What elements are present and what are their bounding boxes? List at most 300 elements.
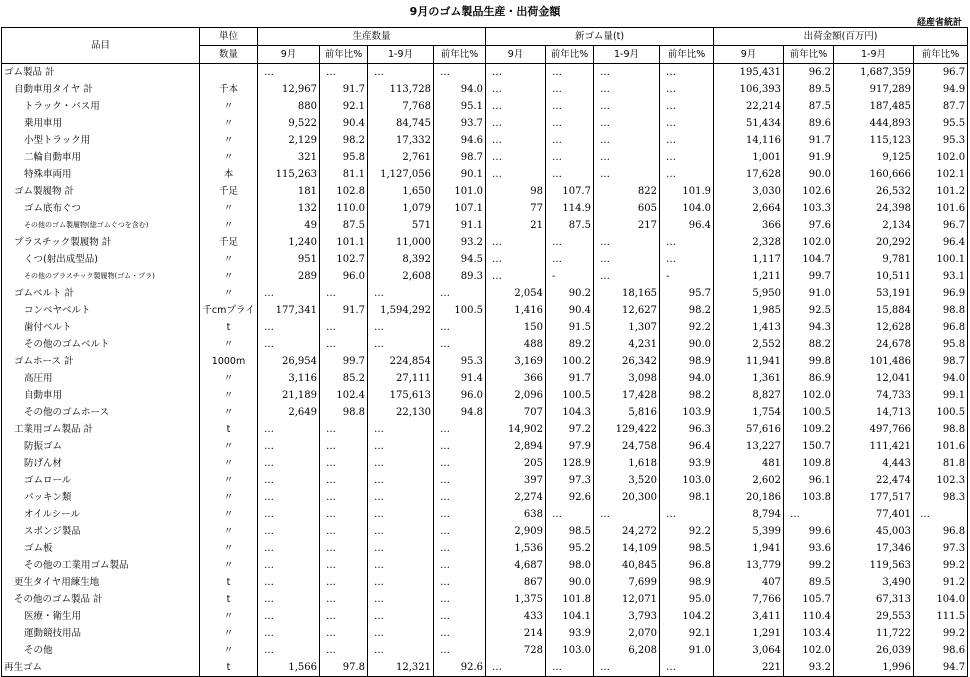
- value-cell: 94.5: [434, 251, 486, 268]
- value-cell: …: [368, 319, 434, 336]
- value-cell: …: [434, 421, 486, 438]
- value-cell: …: [594, 234, 660, 251]
- value-cell: …: [434, 336, 486, 353]
- table-row: [2, 149, 968, 166]
- value-cell: 3,411: [714, 608, 784, 625]
- value-cell: …: [434, 472, 486, 489]
- value-cell: 98.2: [660, 302, 714, 319]
- value-cell: -: [660, 268, 714, 285]
- item-name: 小型トラック用: [2, 132, 200, 149]
- item-name: 乗用車用: [2, 115, 200, 132]
- value-cell: …: [660, 506, 714, 523]
- value-cell: 81.1: [320, 166, 368, 183]
- value-cell: 3,520: [594, 472, 660, 489]
- unit-cell: 〃: [200, 625, 258, 642]
- value-cell: 605: [594, 200, 660, 217]
- header-rubber: 新ゴム量(t): [486, 28, 714, 46]
- value-cell: 407: [714, 574, 784, 591]
- value-cell: 93.9: [660, 455, 714, 472]
- value-cell: …: [660, 81, 714, 98]
- value-cell: 104.2: [660, 608, 714, 625]
- value-cell: …: [660, 234, 714, 251]
- item-name: オイルシール: [2, 506, 200, 523]
- value-cell: 96.4: [660, 217, 714, 234]
- value-cell: 2,552: [714, 336, 784, 353]
- value-cell: 12,041: [834, 370, 914, 387]
- value-cell: 96.0: [434, 387, 486, 404]
- value-cell: 14,902: [486, 421, 546, 438]
- value-cell: 13,779: [714, 557, 784, 574]
- value-cell: 4,687: [486, 557, 546, 574]
- value-cell: …: [368, 591, 434, 608]
- value-cell: 366: [714, 217, 784, 234]
- value-cell: …: [320, 472, 368, 489]
- unit-cell: 〃: [200, 285, 258, 302]
- subheader-cell: 前年比%: [546, 46, 594, 64]
- value-cell: 110.0: [320, 200, 368, 217]
- value-cell: 114.9: [546, 200, 594, 217]
- value-cell: 3,098: [594, 370, 660, 387]
- value-cell: 95.5: [914, 115, 968, 132]
- value-cell: …: [368, 608, 434, 625]
- value-cell: …: [320, 574, 368, 591]
- value-cell: 95.8: [320, 149, 368, 166]
- value-cell: 14,713: [834, 404, 914, 421]
- item-name: 特殊車両用: [2, 166, 200, 183]
- unit-cell: 〃: [200, 489, 258, 506]
- value-cell: 3,064: [714, 642, 784, 659]
- value-cell: …: [660, 115, 714, 132]
- value-cell: 1,001: [714, 149, 784, 166]
- value-cell: 98.1: [660, 489, 714, 506]
- value-cell: …: [368, 421, 434, 438]
- item-name: その他のゴム製履物(総ゴムぐつを含む): [2, 217, 200, 234]
- table-row: [2, 608, 968, 625]
- item-name: 高圧用: [2, 370, 200, 387]
- value-cell: …: [434, 625, 486, 642]
- item-name: 二輪自動車用: [2, 149, 200, 166]
- unit-cell: 〃: [200, 149, 258, 166]
- value-cell: 7,768: [368, 98, 434, 115]
- value-cell: 433: [486, 608, 546, 625]
- item-name: 防振ゴム: [2, 438, 200, 455]
- item-name: その他の工業用ゴム製品: [2, 557, 200, 574]
- value-cell: 109.2: [784, 421, 834, 438]
- value-cell: 1,536: [486, 540, 546, 557]
- value-cell: 822: [594, 183, 660, 200]
- table-row: [2, 319, 968, 336]
- value-cell: 92.6: [434, 659, 486, 677]
- value-cell: 98.2: [320, 132, 368, 149]
- value-cell: 99.2: [914, 625, 968, 642]
- value-cell: 24,678: [834, 336, 914, 353]
- value-cell: 91.7: [784, 132, 834, 149]
- value-cell: 571: [368, 217, 434, 234]
- value-cell: …: [434, 489, 486, 506]
- value-cell: 90.0: [546, 574, 594, 591]
- value-cell: …: [320, 285, 368, 302]
- unit-cell: 〃: [200, 608, 258, 625]
- value-cell: …: [434, 642, 486, 659]
- value-cell: …: [368, 540, 434, 557]
- value-cell: 91.0: [784, 285, 834, 302]
- value-cell: 89.2: [546, 336, 594, 353]
- value-cell: 96.8: [660, 557, 714, 574]
- header-shipment: 出荷金額(百万円): [714, 28, 968, 46]
- value-cell: …: [368, 574, 434, 591]
- value-cell: 101.9: [660, 183, 714, 200]
- value-cell: 101.6: [914, 438, 968, 455]
- value-cell: 128.9: [546, 455, 594, 472]
- value-cell: …: [320, 489, 368, 506]
- unit-cell: 千cmプライ: [200, 302, 258, 319]
- value-cell: 95.0: [660, 591, 714, 608]
- table-row: [2, 574, 968, 591]
- value-cell: …: [368, 336, 434, 353]
- value-cell: 3,116: [258, 370, 320, 387]
- value-cell: 11,941: [714, 353, 784, 370]
- value-cell: …: [486, 81, 546, 98]
- value-cell: 181: [258, 183, 320, 200]
- value-cell: 96.3: [660, 421, 714, 438]
- value-cell: 4,443: [834, 455, 914, 472]
- value-cell: …: [258, 608, 320, 625]
- value-cell: …: [258, 506, 320, 523]
- value-cell: 109.8: [784, 455, 834, 472]
- value-cell: 96.0: [320, 268, 368, 285]
- value-cell: …: [434, 506, 486, 523]
- value-cell: 2,909: [486, 523, 546, 540]
- item-name: ゴム底布ぐつ: [2, 200, 200, 217]
- item-name: トラック・バス用: [2, 98, 200, 115]
- item-name: その他: [2, 642, 200, 659]
- value-cell: 177,341: [258, 302, 320, 319]
- value-cell: 150: [486, 319, 546, 336]
- value-cell: 98.9: [660, 574, 714, 591]
- unit-cell: 〃: [200, 472, 258, 489]
- value-cell: …: [368, 625, 434, 642]
- value-cell: 102.7: [320, 251, 368, 268]
- subheader-cell: 前年比%: [784, 46, 834, 64]
- subheader-cell: 前年比%: [660, 46, 714, 64]
- value-cell: …: [368, 506, 434, 523]
- header-production: 生産数量: [258, 28, 486, 46]
- value-cell: 77,401: [834, 506, 914, 523]
- value-cell: 98.8: [914, 302, 968, 319]
- value-cell: 97.3: [546, 472, 594, 489]
- value-cell: …: [914, 506, 968, 523]
- value-cell: -: [546, 268, 594, 285]
- subheader-cell: 前年比%: [914, 46, 968, 64]
- item-name: ゴム板: [2, 540, 200, 557]
- value-cell: …: [594, 64, 660, 82]
- value-cell: 102.0: [914, 149, 968, 166]
- value-cell: 95.3: [434, 353, 486, 370]
- unit-cell: 〃: [200, 523, 258, 540]
- unit-cell: [200, 64, 258, 82]
- item-name: ゴム製品 計: [2, 64, 200, 82]
- value-cell: …: [368, 472, 434, 489]
- value-cell: 1,996: [834, 659, 914, 677]
- value-cell: 22,130: [368, 404, 434, 421]
- value-cell: 1,240: [258, 234, 320, 251]
- value-cell: …: [320, 625, 368, 642]
- table-row: [2, 455, 968, 472]
- value-cell: 90.0: [784, 166, 834, 183]
- value-cell: 10,511: [834, 268, 914, 285]
- unit-cell: t: [200, 659, 258, 677]
- value-cell: 99.1: [914, 387, 968, 404]
- value-cell: 1,413: [714, 319, 784, 336]
- value-cell: 94.0: [914, 370, 968, 387]
- value-cell: …: [660, 98, 714, 115]
- value-cell: 17,428: [594, 387, 660, 404]
- value-cell: …: [594, 166, 660, 183]
- value-cell: …: [546, 64, 594, 82]
- value-cell: 187,485: [834, 98, 914, 115]
- value-cell: 96.4: [660, 438, 714, 455]
- value-cell: 95.2: [546, 540, 594, 557]
- value-cell: 1,754: [714, 404, 784, 421]
- value-cell: 103.3: [784, 200, 834, 217]
- value-cell: 221: [714, 659, 784, 677]
- value-cell: 2,761: [368, 149, 434, 166]
- value-cell: 20,292: [834, 234, 914, 251]
- value-cell: …: [258, 557, 320, 574]
- value-cell: 91.9: [784, 149, 834, 166]
- item-name: 医療・衛生用: [2, 608, 200, 625]
- value-cell: 2,328: [714, 234, 784, 251]
- value-cell: 497,766: [834, 421, 914, 438]
- value-cell: 129,422: [594, 421, 660, 438]
- value-cell: 45,003: [834, 523, 914, 540]
- value-cell: 91.0: [660, 642, 714, 659]
- value-cell: 102.0: [784, 642, 834, 659]
- unit-cell: 〃: [200, 557, 258, 574]
- value-cell: 95.7: [660, 285, 714, 302]
- value-cell: …: [594, 251, 660, 268]
- value-cell: 100.5: [546, 387, 594, 404]
- value-cell: …: [258, 523, 320, 540]
- unit-cell: 〃: [200, 115, 258, 132]
- value-cell: …: [258, 472, 320, 489]
- unit-cell: 1000m: [200, 353, 258, 370]
- unit-cell: 〃: [200, 336, 258, 353]
- value-cell: 91.1: [434, 217, 486, 234]
- subheader-cell: 1-9月: [368, 46, 434, 64]
- value-cell: 93.2: [784, 659, 834, 677]
- value-cell: …: [660, 251, 714, 268]
- value-cell: 97.6: [784, 217, 834, 234]
- value-cell: …: [258, 421, 320, 438]
- unit-cell: 〃: [200, 98, 258, 115]
- value-cell: …: [434, 591, 486, 608]
- value-cell: 94.7: [914, 659, 968, 677]
- value-cell: …: [320, 540, 368, 557]
- value-cell: …: [486, 251, 546, 268]
- value-cell: 1,307: [594, 319, 660, 336]
- value-cell: 89.3: [434, 268, 486, 285]
- value-cell: 8,392: [368, 251, 434, 268]
- value-cell: 12,321: [368, 659, 434, 677]
- value-cell: 53,191: [834, 285, 914, 302]
- item-name: ゴムベルト 計: [2, 285, 200, 302]
- table-row: [2, 506, 968, 523]
- value-cell: …: [660, 132, 714, 149]
- table-row: [2, 115, 968, 132]
- value-cell: 94.0: [434, 81, 486, 98]
- value-cell: …: [258, 336, 320, 353]
- table-row: [2, 302, 968, 319]
- value-cell: 91.4: [434, 370, 486, 387]
- value-cell: 100.2: [546, 353, 594, 370]
- value-cell: 397: [486, 472, 546, 489]
- value-cell: …: [258, 319, 320, 336]
- table-row: [2, 659, 968, 677]
- value-cell: 94.6: [434, 132, 486, 149]
- value-cell: 101.6: [914, 200, 968, 217]
- value-cell: …: [486, 98, 546, 115]
- value-cell: 1,594,292: [368, 302, 434, 319]
- value-cell: …: [546, 506, 594, 523]
- value-cell: 87.5: [784, 98, 834, 115]
- value-cell: …: [368, 438, 434, 455]
- value-cell: 6,208: [594, 642, 660, 659]
- value-cell: 67,313: [834, 591, 914, 608]
- value-cell: 81.8: [914, 455, 968, 472]
- value-cell: 1,211: [714, 268, 784, 285]
- value-cell: 111,421: [834, 438, 914, 455]
- subheader-cell: 9月: [714, 46, 784, 64]
- value-cell: 98.7: [914, 353, 968, 370]
- value-cell: …: [320, 642, 368, 659]
- value-cell: 4,231: [594, 336, 660, 353]
- value-cell: 98.2: [660, 387, 714, 404]
- item-name: ゴムホース 計: [2, 353, 200, 370]
- unit-cell: 本: [200, 166, 258, 183]
- value-cell: 115,263: [258, 166, 320, 183]
- value-cell: 84,745: [368, 115, 434, 132]
- value-cell: …: [434, 608, 486, 625]
- value-cell: …: [368, 64, 434, 82]
- value-cell: 89.6: [784, 115, 834, 132]
- value-cell: 224,854: [368, 353, 434, 370]
- value-cell: 12,628: [834, 319, 914, 336]
- value-cell: …: [486, 166, 546, 183]
- unit-cell: 〃: [200, 438, 258, 455]
- value-cell: 14,116: [714, 132, 784, 149]
- value-cell: 195,431: [714, 64, 784, 82]
- value-cell: 99.6: [784, 523, 834, 540]
- value-cell: 1,566: [258, 659, 320, 677]
- value-cell: 2,602: [714, 472, 784, 489]
- value-cell: 104.1: [546, 608, 594, 625]
- value-cell: …: [546, 115, 594, 132]
- value-cell: …: [594, 659, 660, 677]
- value-cell: 92.1: [660, 625, 714, 642]
- value-cell: 96.8: [914, 523, 968, 540]
- table-row: [2, 353, 968, 370]
- value-cell: …: [434, 455, 486, 472]
- value-cell: …: [258, 625, 320, 642]
- value-cell: …: [368, 285, 434, 302]
- value-cell: …: [660, 149, 714, 166]
- value-cell: 12,071: [594, 591, 660, 608]
- value-cell: 95.1: [434, 98, 486, 115]
- value-cell: 103.0: [546, 642, 594, 659]
- value-cell: …: [320, 608, 368, 625]
- item-name: プラスチック製履物 計: [2, 234, 200, 251]
- table-row: [2, 166, 968, 183]
- value-cell: 92.1: [320, 98, 368, 115]
- value-cell: 92.2: [660, 319, 714, 336]
- value-cell: 102.4: [320, 387, 368, 404]
- value-cell: 97.9: [546, 438, 594, 455]
- value-cell: 104.3: [546, 404, 594, 421]
- value-cell: 2,134: [834, 217, 914, 234]
- value-cell: …: [546, 98, 594, 115]
- value-cell: 107.7: [546, 183, 594, 200]
- value-cell: 110.4: [784, 608, 834, 625]
- value-cell: 11,000: [368, 234, 434, 251]
- value-cell: 2,894: [486, 438, 546, 455]
- value-cell: …: [258, 285, 320, 302]
- value-cell: 29,553: [834, 608, 914, 625]
- value-cell: …: [594, 115, 660, 132]
- value-cell: …: [258, 489, 320, 506]
- value-cell: …: [258, 642, 320, 659]
- value-cell: …: [368, 557, 434, 574]
- value-cell: …: [546, 234, 594, 251]
- value-cell: 95.8: [914, 336, 968, 353]
- value-cell: 87.5: [320, 217, 368, 234]
- value-cell: …: [434, 64, 486, 82]
- value-cell: 94.3: [784, 319, 834, 336]
- value-cell: …: [320, 319, 368, 336]
- value-cell: 1,618: [594, 455, 660, 472]
- value-cell: 24,272: [594, 523, 660, 540]
- value-cell: 8,827: [714, 387, 784, 404]
- value-cell: …: [320, 455, 368, 472]
- production-table: [1, 27, 968, 677]
- value-cell: …: [594, 98, 660, 115]
- unit-cell: 千足: [200, 183, 258, 200]
- value-cell: …: [320, 591, 368, 608]
- value-cell: 26,532: [834, 183, 914, 200]
- value-cell: …: [594, 132, 660, 149]
- unit-cell: t: [200, 574, 258, 591]
- table-row: [2, 98, 968, 115]
- item-name: その他のプラスチック製履物(ゴム・プラ): [2, 268, 200, 285]
- value-cell: 638: [486, 506, 546, 523]
- value-cell: 98.6: [914, 642, 968, 659]
- value-cell: 97.8: [320, 659, 368, 677]
- value-cell: 22,474: [834, 472, 914, 489]
- value-cell: …: [486, 64, 546, 82]
- value-cell: …: [594, 268, 660, 285]
- value-cell: 57,616: [714, 421, 784, 438]
- value-cell: 1,291: [714, 625, 784, 642]
- value-cell: 101.2: [914, 183, 968, 200]
- value-cell: 113,728: [368, 81, 434, 98]
- unit-cell: 〃: [200, 404, 258, 421]
- item-name: ゴム製履物 計: [2, 183, 200, 200]
- value-cell: 150.7: [784, 438, 834, 455]
- value-cell: …: [320, 64, 368, 82]
- value-cell: 102.1: [914, 166, 968, 183]
- value-cell: …: [434, 574, 486, 591]
- value-cell: …: [320, 506, 368, 523]
